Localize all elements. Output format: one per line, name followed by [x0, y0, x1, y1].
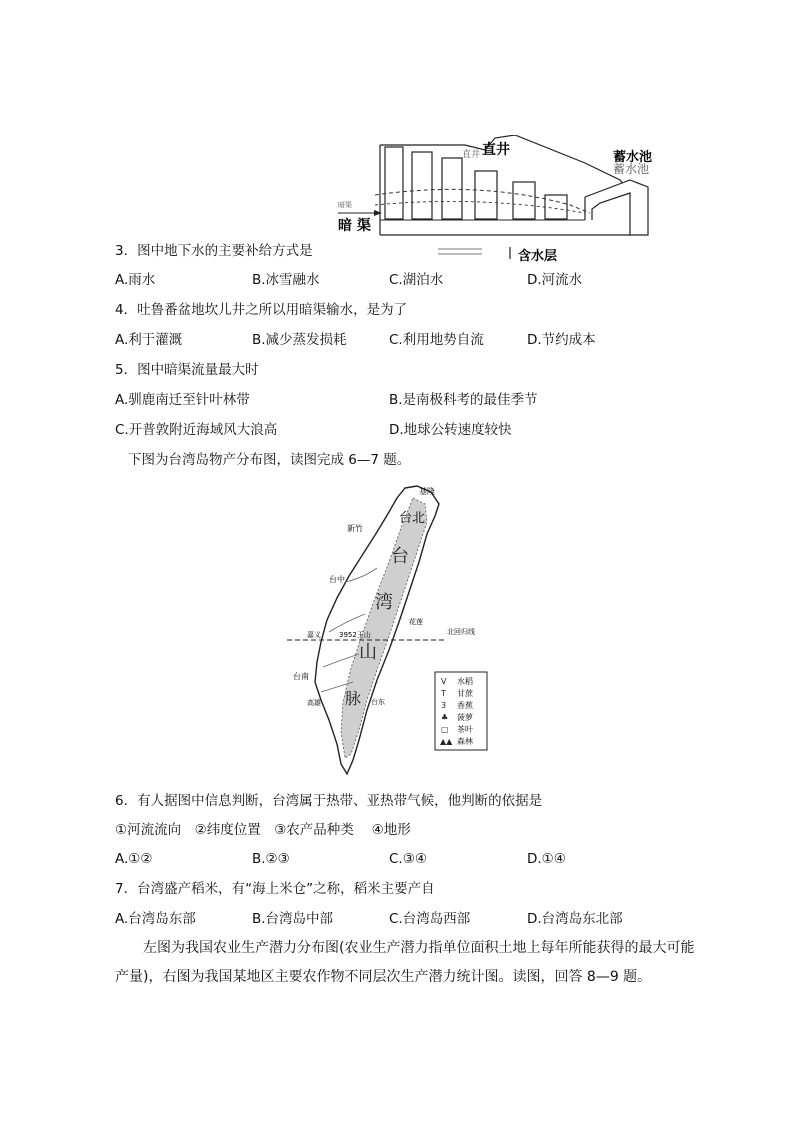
- svg-text:3: 3: [441, 701, 447, 710]
- label-canal: 暗 渠: [338, 218, 371, 234]
- q3-option-a: A.雨水: [115, 272, 156, 288]
- svg-text:T: T: [441, 689, 446, 698]
- q6-option-a: A.①②: [115, 851, 153, 867]
- legend-tea: 茶叶: [457, 725, 473, 734]
- q6-items: ①河流流向 ②纬度位置 ③农产品种类 ④地形: [115, 822, 411, 838]
- intro-8-9: 左图为我国农业生产潜力分布图(农业生产潜力指单位面积土地上每年所能获得的最大可能产量)，右图为我国某地区主要农作物不同层次生产潜力统计图。读图，回答 8—9 题。: [115, 940, 695, 985]
- mountain-char-1: 台: [391, 546, 409, 567]
- label-pool: 蓄水池: [613, 150, 653, 165]
- city-taitung: 台东: [371, 698, 385, 706]
- legend-sugarcane: 甘蔗: [457, 689, 473, 698]
- label-aquifer: 含水层: [518, 249, 558, 264]
- q5-option-c: C.开普敦附近海域风大浪高: [115, 422, 278, 438]
- legend-forest: 森林: [457, 737, 473, 746]
- mountain-char-3: 山: [359, 642, 377, 663]
- legend-pineapple: 菠萝: [457, 713, 473, 722]
- q3-option-b: B.冰雪融水: [252, 272, 320, 288]
- intro-6-7: 下图为台湾岛物产分布图，读图完成 6—7 题。: [128, 452, 411, 468]
- q5-option-b: B.是南极科考的最佳季节: [389, 392, 538, 408]
- shaft-4: [475, 171, 497, 219]
- q4-option-a: A.利于灌溉: [115, 332, 183, 348]
- q6-option-c: C.③④: [389, 851, 427, 867]
- city-tainan: 台南: [293, 672, 309, 681]
- city-hualien: 花莲: [409, 618, 423, 626]
- shaft-1: [385, 147, 403, 219]
- q3-option-c: C.湖泊水: [389, 272, 444, 288]
- peak-label: 3952玉山: [339, 631, 371, 639]
- city-kaohsiung: 高雄: [307, 699, 321, 707]
- q4-option-d: D.节约成本: [527, 332, 596, 348]
- label-shaft: 直井: [482, 142, 510, 158]
- svg-text:▲▲: ▲▲: [440, 737, 453, 746]
- city-taichung: 台中: [329, 575, 345, 584]
- svg-text:V: V: [441, 677, 447, 686]
- svg-text:▢: ▢: [441, 725, 449, 734]
- shaft-5: [513, 182, 535, 219]
- q3-stem: 3．图中地下水的主要补给方式是: [115, 243, 313, 259]
- pool: [585, 180, 648, 235]
- q3-option-d: D.河流水: [527, 272, 583, 288]
- svg-text:♣: ♣: [441, 713, 449, 722]
- city-chiayi: 嘉义: [307, 631, 321, 639]
- q6-option-d: D.①④: [527, 851, 566, 867]
- shaft-3: [442, 158, 462, 219]
- q7-stem: 7．台湾盛产稻米，有“海上米仓”之称，稻米主要产自: [115, 881, 435, 897]
- q7-option-d: D.台湾岛东北部: [527, 911, 623, 927]
- q7-option-b: B.台湾岛中部: [252, 911, 334, 927]
- q7-option-a: A.台湾岛东部: [115, 911, 196, 927]
- label-shaft-small: 直井: [462, 150, 481, 160]
- q5-option-d: D.地球公转速度较快: [389, 422, 512, 438]
- q5-option-a: A.驯鹿南迁至针叶林带: [115, 392, 250, 408]
- label-canal-small: 暗渠: [338, 201, 352, 209]
- q7-option-c: C.台湾岛西部: [389, 911, 471, 927]
- mountain-char-4: 脉: [345, 689, 362, 708]
- karez-diagram: [330, 135, 670, 265]
- taiwan-product-map: [285, 482, 500, 782]
- city-keelung: 基隆: [419, 487, 435, 496]
- legend-rice: 水稻: [457, 677, 473, 686]
- tropic-label: 北回归线: [447, 628, 475, 636]
- mountain-char-2: 湾: [375, 592, 393, 613]
- q4-option-b: B.减少蒸发损耗: [252, 332, 347, 348]
- shaft-6: [545, 195, 567, 219]
- city-hsinchu: 新竹: [347, 524, 363, 533]
- q6-option-b: B.②③: [252, 851, 290, 867]
- q4-option-c: C.利用地势自流: [389, 332, 484, 348]
- q6-stem: 6．有人据图中信息判断，台湾属于热带、亚热带气候，他判断的依据是: [115, 793, 543, 809]
- q5-stem: 5．图中暗渠流量最大时: [115, 362, 259, 378]
- city-taipei: 台北: [399, 511, 426, 526]
- q4-stem: 4．吐鲁番盆地坎儿井之所以用暗渠输水，是为了: [115, 302, 408, 318]
- shaft-2: [412, 152, 432, 219]
- label-pool-small: 蓄水池: [613, 162, 650, 176]
- legend-banana: 香蕉: [457, 701, 473, 710]
